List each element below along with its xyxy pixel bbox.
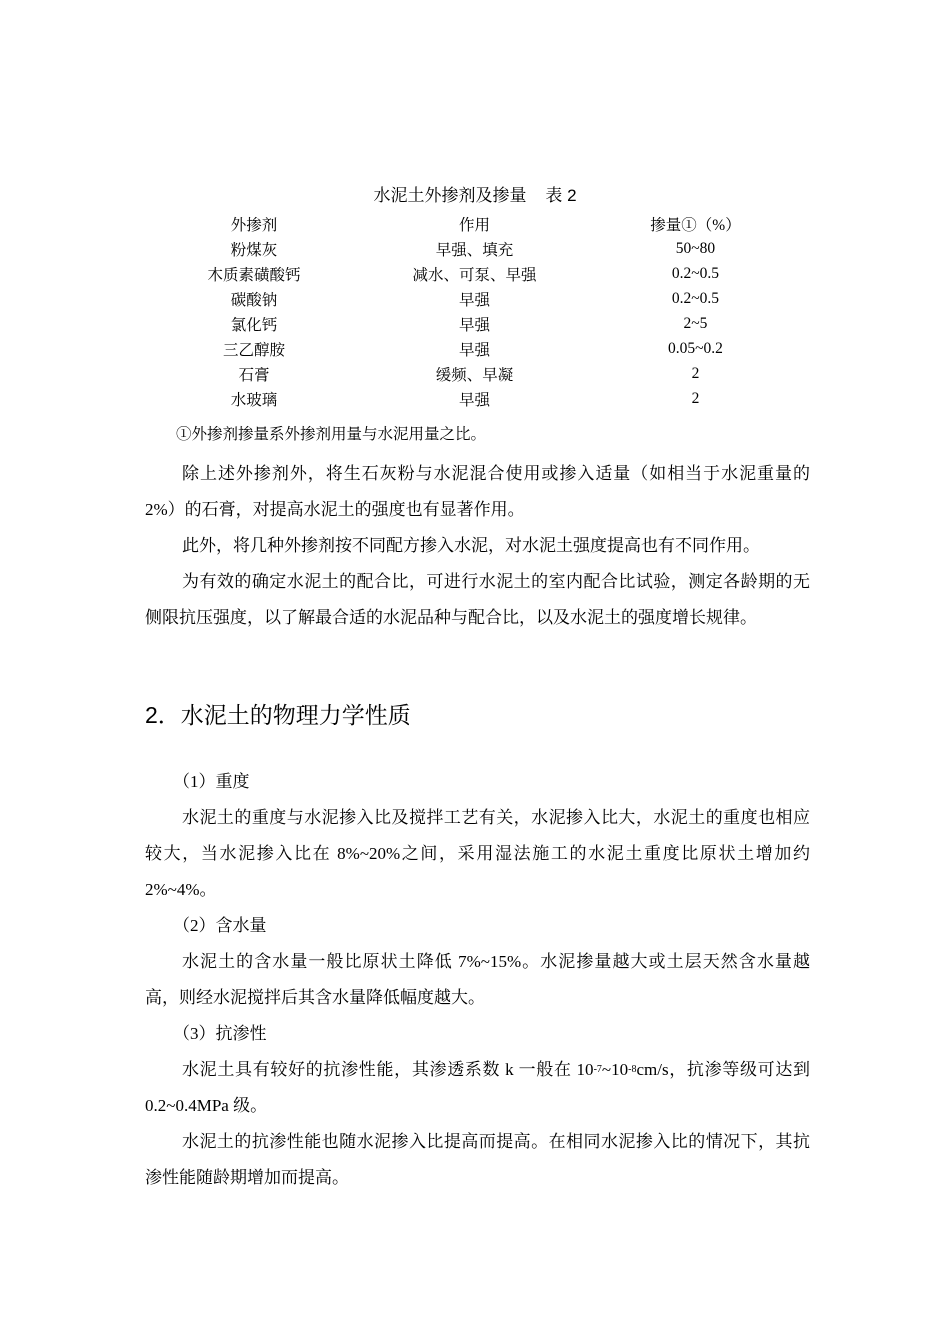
subsection-title: （2）含水量 xyxy=(173,916,267,935)
text-run: cm/s，抗渗等级可达到 0.2~0.4MPa 级。 xyxy=(145,1060,810,1115)
exponent: -7 xyxy=(593,1064,602,1075)
table-cell: 早强 xyxy=(458,317,490,334)
section-body xyxy=(145,764,810,1196)
paragraph: 水泥土的重度与水泥掺入比及搅拌工艺有关，水泥掺入比大，水泥土的重度也相应较大，当水泥掺入比在 8%~20%之间，采用湿法施工的水泥土重度比原状土增加约 2%~4%。 xyxy=(145,808,810,899)
subsection-title: （3）抗渗性 xyxy=(173,1024,267,1043)
section-heading: 2．水泥土的物理力学性质 xyxy=(145,702,411,728)
table-row xyxy=(158,312,792,337)
table-row xyxy=(158,361,792,386)
subsection-title: （1）重度 xyxy=(173,772,250,791)
table-cell: 三乙醇胺 xyxy=(222,341,285,359)
table-cell: 2~5 xyxy=(683,315,708,332)
table-cell: 0.2~0.5 xyxy=(671,290,720,308)
table-row xyxy=(158,262,792,287)
paragraph xyxy=(145,1052,810,1124)
table-footnote: ①外掺剂掺量系外掺剂用量与水泥用量之比。 xyxy=(176,426,487,443)
table-cell: 减水、可泵、早强 xyxy=(412,267,537,285)
text-run: 水泥土具有较好的抗渗性能，其渗透系数 k 一般在 10 xyxy=(182,1060,594,1079)
table-row xyxy=(158,336,792,361)
paragraph: 为有效的确定水泥土的配合比，可进行水泥土的室内配合比试验，测定各龄期的无侧限抗压强度，以了解最合适的水泥品种与配合比，以及水泥土的强度增长规律。 xyxy=(145,572,810,627)
table-cell: 2 xyxy=(691,364,700,382)
table-cell: 2 xyxy=(691,389,700,407)
admixture-table xyxy=(158,212,792,411)
table-header-cell: 作用 xyxy=(458,217,490,235)
table-cell: 木质素磺酸钙 xyxy=(207,267,301,285)
paragraph: 水泥土的含水量一般比原状土降低 7%~15%。水泥掺量越大或土层天然含水量越高，则经水泥搅拌后其含水量降低幅度越大。 xyxy=(145,952,810,1007)
table-row xyxy=(158,386,792,411)
table-cell: 早强 xyxy=(458,292,490,310)
table-cell: 水玻璃 xyxy=(230,391,278,409)
table-cell: 石膏 xyxy=(238,366,270,384)
table-cell: 缓频、早凝 xyxy=(435,366,514,384)
table-caption: 水泥土外掺剂及掺量 表 2 xyxy=(373,186,577,205)
table-cell: 0.2~0.5 xyxy=(671,265,720,283)
table-row xyxy=(158,287,792,312)
paragraph: 除上述外掺剂外，将生石灰粉与水泥混合使用或掺入适量（如相当于水泥重量的 2%）的石膏，对提高水泥土的强度也有显著作用。 xyxy=(145,464,810,519)
table-row xyxy=(158,237,792,262)
table-cell: 50~80 xyxy=(675,240,716,258)
paragraph: 此外，将几种外掺剂按不同配方掺入水泥，对水泥土强度提高也有不同作用。 xyxy=(182,536,760,555)
table-header-row xyxy=(158,212,792,237)
table-cell: 0.05~0.2 xyxy=(668,339,723,357)
table-header-cell: 掺量①（%） xyxy=(650,217,741,235)
table-cell: 碳酸钠 xyxy=(230,292,278,310)
text-run: ~10 xyxy=(601,1060,629,1079)
table-cell: 早强、填充 xyxy=(435,242,514,260)
table-cell: 氯化钙 xyxy=(230,317,278,334)
table-cell: 早强 xyxy=(458,391,490,409)
table-cell: 早强 xyxy=(458,341,490,359)
paragraph: 水泥土的抗渗性能也随水泥掺入比提高而提高。在相同水泥掺入比的情况下，其抗渗性能随龄期增加而提高。 xyxy=(145,1132,810,1187)
intro-paragraphs xyxy=(145,456,810,636)
table-cell: 粉煤灰 xyxy=(230,242,278,260)
exponent: -8 xyxy=(628,1064,637,1075)
table-header-cell: 外掺剂 xyxy=(230,217,278,235)
